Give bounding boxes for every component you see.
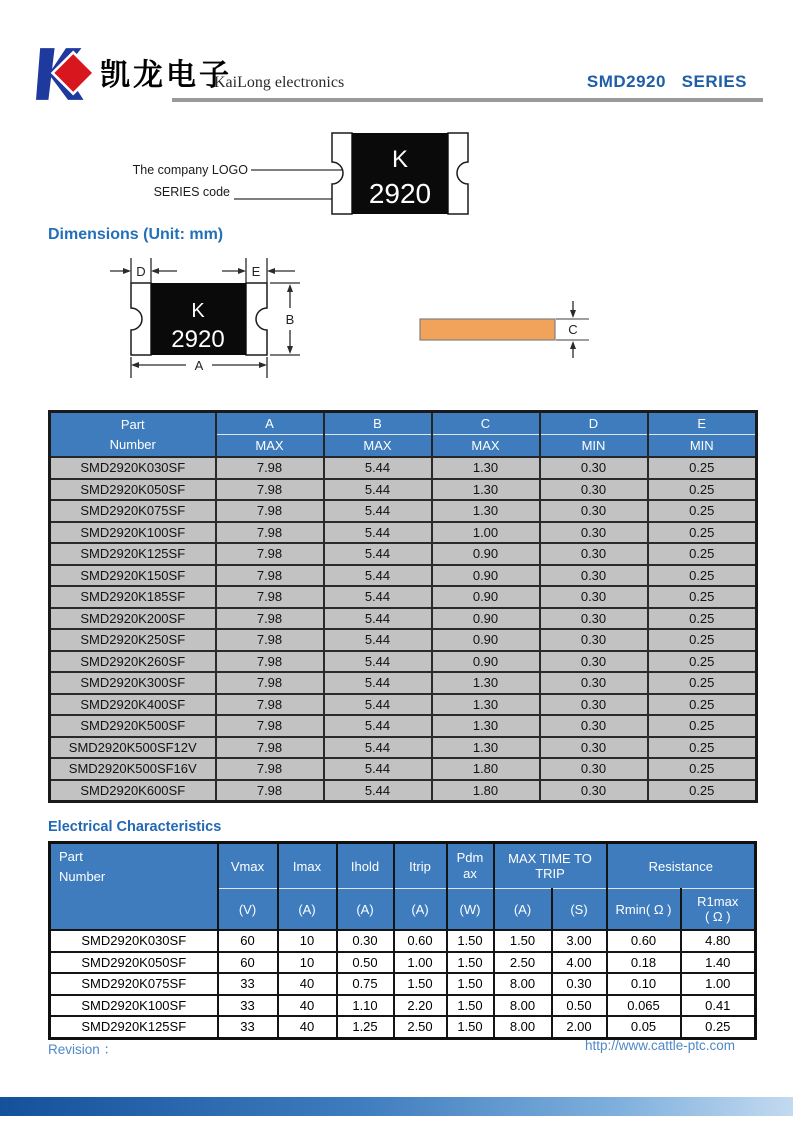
value-cell: 0.30 <box>540 651 648 673</box>
value-cell: 5.44 <box>324 629 432 651</box>
value-cell: 60 <box>218 952 278 974</box>
unit-header-time-s: (S) <box>552 889 607 931</box>
table-row <box>50 672 757 694</box>
value-cell: 5.44 <box>324 522 432 544</box>
value-cell: 1.50 <box>447 1016 494 1038</box>
part-header-line2: Number <box>109 436 156 452</box>
value-cell: 5.44 <box>324 500 432 522</box>
table-row <box>50 586 757 608</box>
value-cell: 0.25 <box>648 543 757 565</box>
dim-label-e: E <box>251 264 261 279</box>
front-chip-code: 2920 <box>171 326 225 353</box>
value-cell: 1.50 <box>394 973 447 995</box>
part-number-cell: SMD2920K500SF16V <box>50 758 216 780</box>
limit-header-d: MIN <box>540 435 648 458</box>
dim-label-d: D <box>136 264 146 279</box>
limit-header-c: MAX <box>432 435 540 458</box>
value-cell: 0.30 <box>540 758 648 780</box>
limit-header-a: MAX <box>216 435 324 458</box>
value-cell: 5.44 <box>324 479 432 501</box>
value-cell: 5.44 <box>324 608 432 630</box>
part-number-cell: SMD2920K030SF <box>50 930 218 952</box>
value-cell: 2.20 <box>394 995 447 1017</box>
value-cell: 1.40 <box>681 952 756 974</box>
part-number-cell: SMD2920K150SF <box>50 565 216 587</box>
value-cell: 4.80 <box>681 930 756 952</box>
part-number-cell: SMD2920K260SF <box>50 651 216 673</box>
pdmax-label: Pdmax <box>456 850 484 881</box>
value-cell: 7.98 <box>216 737 324 759</box>
part-number-cell: SMD2920K600SF <box>50 780 216 802</box>
company-name-chinese: 凯龙电子 <box>100 58 232 93</box>
value-cell: 10 <box>278 930 337 952</box>
value-cell: 7.98 <box>216 565 324 587</box>
value-cell: 0.065 <box>607 995 681 1017</box>
value-cell: 0.25 <box>648 608 757 630</box>
value-cell: 0.25 <box>648 479 757 501</box>
column-header-part <box>50 843 218 931</box>
part-header-line2: Number <box>59 869 106 884</box>
value-cell: 2.50 <box>394 1016 447 1038</box>
chip-callout-figure <box>130 120 480 228</box>
chip-left-terminal <box>332 133 352 214</box>
value-cell: 0.25 <box>648 694 757 716</box>
value-cell: 7.98 <box>216 457 324 479</box>
value-cell: 7.98 <box>216 586 324 608</box>
value-cell: 40 <box>278 1016 337 1038</box>
dim-label-c: C <box>568 322 578 337</box>
r1max-unit: ( Ω ) <box>704 909 731 924</box>
value-cell: 5.44 <box>324 715 432 737</box>
table-row <box>50 522 757 544</box>
front-chip-logo: K <box>191 300 205 322</box>
part-number-cell: SMD2920K300SF <box>50 672 216 694</box>
value-cell: 1.30 <box>432 694 540 716</box>
value-cell: 8.00 <box>494 995 552 1017</box>
value-cell: 5.44 <box>324 737 432 759</box>
value-cell: 40 <box>278 973 337 995</box>
value-cell: 0.10 <box>607 973 681 995</box>
dimensions-table-body <box>50 457 757 802</box>
column-header-part <box>50 412 216 458</box>
dimensions-table-container <box>48 410 758 803</box>
series-title: SMD2920 SERIES <box>586 72 747 91</box>
value-cell: 0.30 <box>540 672 648 694</box>
value-cell: 0.30 <box>540 500 648 522</box>
table-row <box>50 930 756 952</box>
value-cell: 1.00 <box>681 973 756 995</box>
part-number-cell: SMD2920K500SF12V <box>50 737 216 759</box>
value-cell: 0.90 <box>432 608 540 630</box>
dimensions-heading: Dimensions (Unit: mm) <box>48 226 224 243</box>
part-number-cell: SMD2920K050SF <box>50 479 216 501</box>
value-cell: 5.44 <box>324 543 432 565</box>
table-row <box>50 608 757 630</box>
table-row <box>50 780 757 802</box>
unit-header-vmax: (V) <box>218 889 278 931</box>
chip-code-marking: 2920 <box>368 178 432 209</box>
column-header-b: B <box>324 412 432 435</box>
table-row <box>50 479 757 501</box>
revision-label: Revision ： <box>48 1042 118 1057</box>
value-cell: 7.98 <box>216 780 324 802</box>
value-cell: 1.50 <box>494 930 552 952</box>
table-row <box>50 629 757 651</box>
value-cell: 0.30 <box>540 586 648 608</box>
value-cell: 1.30 <box>432 737 540 759</box>
value-cell: 0.30 <box>540 479 648 501</box>
dim-label-a: A <box>194 358 204 373</box>
value-cell: 2.50 <box>494 952 552 974</box>
side-view-chip <box>420 319 555 340</box>
value-cell: 0.30 <box>540 608 648 630</box>
value-cell: 1.50 <box>447 973 494 995</box>
value-cell: 5.44 <box>324 780 432 802</box>
value-cell: 33 <box>218 1016 278 1038</box>
value-cell: 7.98 <box>216 608 324 630</box>
r1max-label: R1max <box>697 894 739 909</box>
part-number-cell: SMD2920K185SF <box>50 586 216 608</box>
electrical-heading: Electrical Characteristics <box>48 819 222 835</box>
column-header-max-time-to-trip: MAX TIME TO TRIP <box>494 843 607 889</box>
value-cell: 0.25 <box>648 629 757 651</box>
value-cell: 0.30 <box>552 973 607 995</box>
chip-right-terminal <box>448 133 468 214</box>
value-cell: 1.50 <box>447 930 494 952</box>
value-cell: 0.30 <box>540 457 648 479</box>
column-header-pdmax <box>447 843 494 889</box>
table-row <box>50 694 757 716</box>
unit-header-pdmax: (W) <box>447 889 494 931</box>
electrical-table-container <box>48 841 757 1040</box>
part-number-cell: SMD2920K400SF <box>50 694 216 716</box>
value-cell: 0.25 <box>648 457 757 479</box>
value-cell: 0.30 <box>540 780 648 802</box>
column-header-itrip: Itrip <box>394 843 447 889</box>
electrical-table-body <box>50 930 756 1038</box>
value-cell: 5.44 <box>324 758 432 780</box>
limit-header-b: MAX <box>324 435 432 458</box>
value-cell: 0.30 <box>540 715 648 737</box>
value-cell: 10 <box>278 952 337 974</box>
value-cell: 0.25 <box>648 565 757 587</box>
value-cell: 5.44 <box>324 672 432 694</box>
value-cell: 0.25 <box>648 715 757 737</box>
unit-header-r1max <box>681 889 756 931</box>
value-cell: 5.44 <box>324 651 432 673</box>
part-number-cell: SMD2920K075SF <box>50 973 218 995</box>
table-row <box>50 995 756 1017</box>
value-cell: 0.30 <box>540 522 648 544</box>
front-left-terminal <box>131 283 151 355</box>
table-row <box>50 715 757 737</box>
value-cell: 1.50 <box>447 952 494 974</box>
table-row <box>50 758 757 780</box>
column-header-imax: Imax <box>278 843 337 889</box>
value-cell: 0.30 <box>540 629 648 651</box>
unit-header-itrip: (A) <box>394 889 447 931</box>
dimension-drawing <box>90 252 610 384</box>
value-cell: 0.05 <box>607 1016 681 1038</box>
website-link[interactable]: http://www.cattle-ptc.com <box>584 1038 735 1053</box>
value-cell: 4.00 <box>552 952 607 974</box>
part-header-line1: Part <box>120 416 145 432</box>
value-cell: 1.30 <box>432 479 540 501</box>
dim-label-b: B <box>285 312 295 327</box>
value-cell: 7.98 <box>216 651 324 673</box>
value-cell: 0.25 <box>648 500 757 522</box>
value-cell: 1.30 <box>432 500 540 522</box>
value-cell: 0.75 <box>337 973 394 995</box>
value-cell: 0.90 <box>432 651 540 673</box>
value-cell: 0.30 <box>540 543 648 565</box>
part-number-cell: SMD2920K050SF <box>50 952 218 974</box>
part-number-cell: SMD2920K075SF <box>50 500 216 522</box>
value-cell: 0.25 <box>648 758 757 780</box>
column-header-c: C <box>432 412 540 435</box>
value-cell: 0.90 <box>432 565 540 587</box>
value-cell: 0.30 <box>337 930 394 952</box>
value-cell: 60 <box>218 930 278 952</box>
unit-header-time-a: (A) <box>494 889 552 931</box>
value-cell: 1.80 <box>432 758 540 780</box>
company-logo-icon <box>36 46 98 102</box>
table-row <box>50 952 756 974</box>
value-cell: 0.25 <box>648 586 757 608</box>
value-cell: 7.98 <box>216 672 324 694</box>
column-header-d: D <box>540 412 648 435</box>
table-row <box>50 973 756 995</box>
value-cell: 0.50 <box>552 995 607 1017</box>
value-cell: 40 <box>278 995 337 1017</box>
value-cell: 0.41 <box>681 995 756 1017</box>
company-name-english: KaiLong electronics <box>214 74 345 91</box>
value-cell: 1.30 <box>432 715 540 737</box>
value-cell: 0.25 <box>648 672 757 694</box>
value-cell: 0.90 <box>432 543 540 565</box>
value-cell: 0.90 <box>432 586 540 608</box>
column-header-e: E <box>648 412 757 435</box>
value-cell: 0.18 <box>607 952 681 974</box>
header-divider <box>172 98 763 102</box>
value-cell: 8.00 <box>494 973 552 995</box>
value-cell: 0.25 <box>648 737 757 759</box>
unit-header-ihold: (A) <box>337 889 394 931</box>
value-cell: 0.50 <box>337 952 394 974</box>
column-header-resistance: Resistance <box>607 843 756 889</box>
value-cell: 1.00 <box>432 522 540 544</box>
value-cell: 7.98 <box>216 522 324 544</box>
value-cell: 0.25 <box>648 522 757 544</box>
column-header-vmax: Vmax <box>218 843 278 889</box>
table-row <box>50 565 757 587</box>
table-row <box>50 543 757 565</box>
value-cell: 0.30 <box>540 694 648 716</box>
part-header-line1: Part <box>59 849 83 864</box>
chip-logo-marking: K <box>391 146 409 173</box>
value-cell: 0.25 <box>648 780 757 802</box>
value-cell: 5.44 <box>324 565 432 587</box>
series-callout-label: SERIES code <box>153 185 230 199</box>
value-cell: 0.25 <box>681 1016 756 1038</box>
logo-callout-label: The company LOGO <box>132 163 248 177</box>
part-number-cell: SMD2920K500SF <box>50 715 216 737</box>
value-cell: 7.98 <box>216 629 324 651</box>
value-cell: 7.98 <box>216 500 324 522</box>
table-row <box>50 737 757 759</box>
value-cell: 1.50 <box>447 995 494 1017</box>
part-number-cell: SMD2920K250SF <box>50 629 216 651</box>
value-cell: 0.30 <box>540 565 648 587</box>
table-row <box>50 457 757 479</box>
footer-accent-bar <box>0 1097 793 1116</box>
value-cell: 5.44 <box>324 586 432 608</box>
electrical-table <box>48 841 757 1040</box>
value-cell: 8.00 <box>494 1016 552 1038</box>
value-cell: 1.30 <box>432 457 540 479</box>
value-cell: 7.98 <box>216 543 324 565</box>
table-row <box>50 500 757 522</box>
column-header-a: A <box>216 412 324 435</box>
value-cell: 7.98 <box>216 758 324 780</box>
part-number-cell: SMD2920K125SF <box>50 543 216 565</box>
value-cell: 1.30 <box>432 672 540 694</box>
unit-header-imax: (A) <box>278 889 337 931</box>
value-cell: 1.80 <box>432 780 540 802</box>
value-cell: 1.00 <box>394 952 447 974</box>
limit-header-e: MIN <box>648 435 757 458</box>
value-cell: 5.44 <box>324 457 432 479</box>
value-cell: 2.00 <box>552 1016 607 1038</box>
value-cell: 3.00 <box>552 930 607 952</box>
part-number-cell: SMD2920K200SF <box>50 608 216 630</box>
table-row <box>50 651 757 673</box>
value-cell: 0.60 <box>607 930 681 952</box>
table-row <box>50 1016 756 1038</box>
part-number-cell: SMD2920K100SF <box>50 995 218 1017</box>
value-cell: 7.98 <box>216 479 324 501</box>
front-right-terminal <box>246 283 267 355</box>
value-cell: 0.30 <box>540 737 648 759</box>
value-cell: 33 <box>218 973 278 995</box>
part-number-cell: SMD2920K125SF <box>50 1016 218 1038</box>
unit-header-rmin: Rmin( Ω ) <box>607 889 681 931</box>
dimensions-table <box>48 410 758 803</box>
value-cell: 7.98 <box>216 715 324 737</box>
value-cell: 7.98 <box>216 694 324 716</box>
column-header-ihold: Ihold <box>337 843 394 889</box>
part-number-cell: SMD2920K030SF <box>50 457 216 479</box>
value-cell: 5.44 <box>324 694 432 716</box>
part-number-cell: SMD2920K100SF <box>50 522 216 544</box>
value-cell: 0.60 <box>394 930 447 952</box>
value-cell: 0.25 <box>648 651 757 673</box>
value-cell: 33 <box>218 995 278 1017</box>
value-cell: 1.25 <box>337 1016 394 1038</box>
value-cell: 0.90 <box>432 629 540 651</box>
value-cell: 1.10 <box>337 995 394 1017</box>
